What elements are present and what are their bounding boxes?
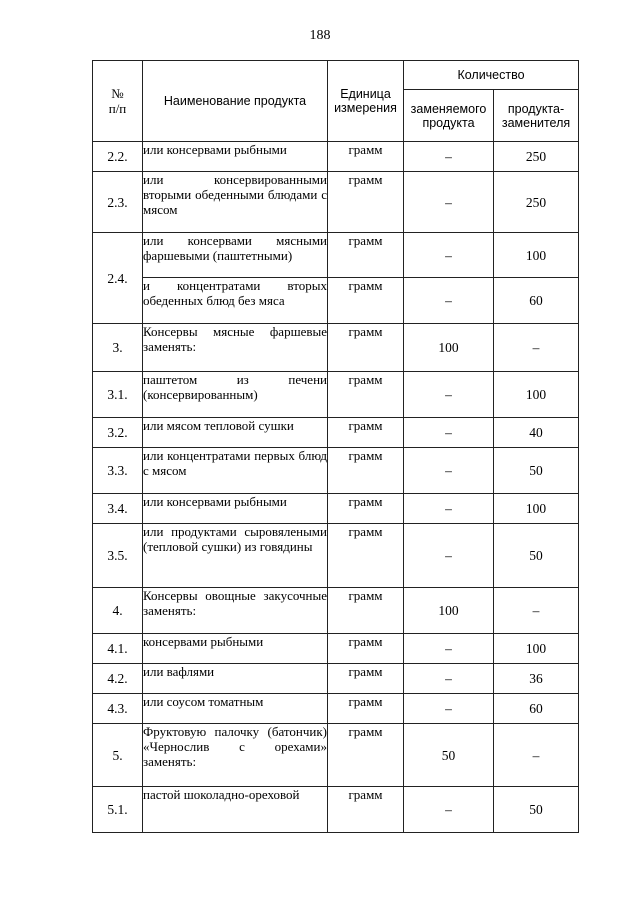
header-quantity: Количество (404, 61, 579, 90)
replaced-qty: – (404, 694, 494, 724)
unit-cell: грамм (328, 664, 404, 694)
product-name: и концентратами вторых обеденных блюд без мяса (143, 278, 328, 324)
row-number: 4. (93, 588, 143, 634)
table-row (93, 278, 579, 324)
table-row (93, 664, 579, 694)
replaced-qty: – (404, 372, 494, 418)
substitute-qty: 60 (494, 278, 579, 324)
unit-cell: грамм (328, 372, 404, 418)
unit-cell: грамм (328, 418, 404, 448)
substitute-qty: – (494, 724, 579, 787)
table-row (93, 634, 579, 664)
product-name: или консервами рыбными (143, 142, 328, 172)
unit-cell: грамм (328, 448, 404, 494)
product-name: паштетом из печени (консервированным) (143, 372, 328, 418)
replaced-qty: – (404, 142, 494, 172)
replaced-qty: – (404, 278, 494, 324)
row-number: 2.4. (93, 233, 143, 324)
replaced-qty: 50 (404, 724, 494, 787)
table-row (93, 524, 579, 588)
product-name: или консервированными вторыми обеденными блюдами с мясом (143, 172, 328, 233)
product-name: консервами рыбными (143, 634, 328, 664)
unit-cell: грамм (328, 588, 404, 634)
table-row (93, 694, 579, 724)
row-number: 3.4. (93, 494, 143, 524)
substitute-qty: 50 (494, 787, 579, 833)
unit-cell: грамм (328, 524, 404, 588)
replaced-qty: – (404, 448, 494, 494)
table-row (93, 172, 579, 233)
product-name: Фруктовую палочку (батончик) «Чернослив с орехами» заменять: (143, 724, 328, 787)
replaced-qty: – (404, 664, 494, 694)
substitute-qty: 100 (494, 494, 579, 524)
row-number: 3.2. (93, 418, 143, 448)
substitute-qty: 250 (494, 142, 579, 172)
substitute-qty: 100 (494, 372, 579, 418)
substitute-qty: 50 (494, 448, 579, 494)
header-unit: Единица измерения (328, 61, 404, 142)
unit-cell: грамм (328, 324, 404, 372)
substitute-qty: 40 (494, 418, 579, 448)
product-name: или продуктами сыровялеными (тепловой сушки) из говядины (143, 524, 328, 588)
substitute-qty: 50 (494, 524, 579, 588)
product-name: или концентратами первых блюд с мясом (143, 448, 328, 494)
header-row (93, 61, 579, 90)
product-name: или консервами рыбными (143, 494, 328, 524)
replaced-qty: 100 (404, 588, 494, 634)
unit-cell: грамм (328, 724, 404, 787)
row-number: 2.2. (93, 142, 143, 172)
unit-cell: грамм (328, 634, 404, 664)
substitute-qty: 60 (494, 694, 579, 724)
table-row (93, 787, 579, 833)
page-number: 188 (309, 28, 331, 43)
table-row (93, 494, 579, 524)
row-number: 5.1. (93, 787, 143, 833)
header-substitute: продукта-заменителя (494, 90, 579, 142)
row-number: 4.1. (93, 634, 143, 664)
replaced-qty: 100 (404, 324, 494, 372)
row-number: 3.5. (93, 524, 143, 588)
product-name: пастой шоколадно-ореховой (143, 787, 328, 833)
row-number: 3. (93, 324, 143, 372)
substitute-qty: – (494, 588, 579, 634)
unit-cell: грамм (328, 233, 404, 278)
table-row (93, 588, 579, 634)
product-name: или соусом томатным (143, 694, 328, 724)
table-row (93, 372, 579, 418)
product-name: или мясом тепловой сушки (143, 418, 328, 448)
header-replaced: заменяемого продукта (404, 90, 494, 142)
row-number: 5. (93, 724, 143, 787)
table-row (93, 142, 579, 172)
unit-cell: грамм (328, 172, 404, 233)
substitute-qty: – (494, 324, 579, 372)
unit-cell: грамм (328, 142, 404, 172)
replaced-qty: – (404, 524, 494, 588)
replaced-qty: – (404, 634, 494, 664)
unit-cell: грамм (328, 787, 404, 833)
replaced-qty: – (404, 787, 494, 833)
replaced-qty: – (404, 233, 494, 278)
table-row (93, 233, 579, 278)
table-row (93, 724, 579, 787)
unit-cell: грамм (328, 494, 404, 524)
table-row (93, 448, 579, 494)
row-number: 4.3. (93, 694, 143, 724)
product-name: или консервами мясными фаршевыми (паштетными) (143, 233, 328, 278)
product-name: или вафлями (143, 664, 328, 694)
row-number: 3.3. (93, 448, 143, 494)
substitute-qty: 250 (494, 172, 579, 233)
product-name: Консервы мясные фаршевые заменять: (143, 324, 328, 372)
header-num: № п/п (93, 61, 143, 142)
row-number: 4.2. (93, 664, 143, 694)
product-substitution-table (92, 60, 579, 833)
substitute-qty: 100 (494, 233, 579, 278)
replaced-qty: – (404, 494, 494, 524)
row-number: 2.3. (93, 172, 143, 233)
table-row (93, 324, 579, 372)
product-name: Консервы овощные закусочные заменять: (143, 588, 328, 634)
table-row (93, 418, 579, 448)
substitute-qty: 100 (494, 634, 579, 664)
substitute-qty: 36 (494, 664, 579, 694)
row-number: 3.1. (93, 372, 143, 418)
replaced-qty: – (404, 418, 494, 448)
header-name: Наименование продукта (143, 61, 328, 142)
replaced-qty: – (404, 172, 494, 233)
unit-cell: грамм (328, 694, 404, 724)
unit-cell: грамм (328, 278, 404, 324)
